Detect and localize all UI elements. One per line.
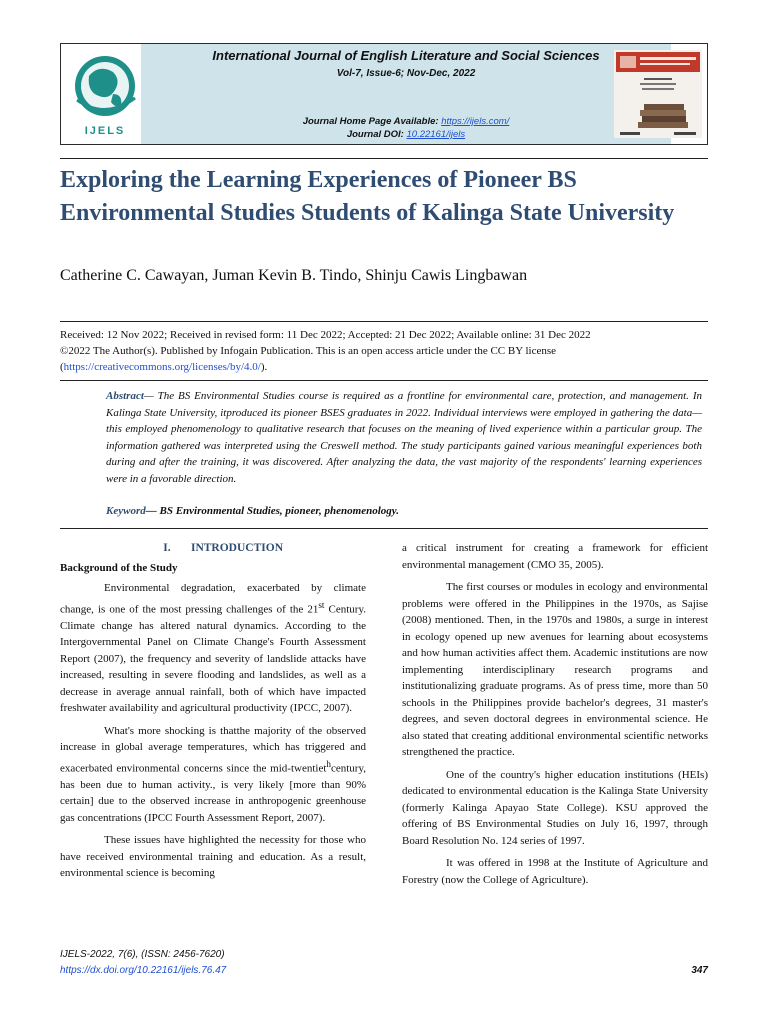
- paragraph-text: What's more shocking is thatthe majority of the observed increase in global average temperatures, which has triggered and exacerbated environmental concerns since the mid-twentiet: [60, 724, 366, 775]
- license-open: (: [60, 361, 64, 373]
- paragraph: [60, 580, 366, 717]
- meta-rule: [60, 321, 708, 322]
- ijels-globe-logo: [69, 50, 141, 138]
- paragraph: These issues have highlighted the necessity for those who have received environmental training and education. As a result, environmental science is becoming: [60, 834, 366, 880]
- journal-title: International Journal of English Literature and Social Sciences: [212, 48, 600, 63]
- article-authors: Catherine C. Cawayan, Juman Kevin B. Tindo, Shinju Cawis Lingbawan: [60, 267, 528, 284]
- paragraph-text: century, has been due to human activity., is very likely [more than 90% certain] due to the observed increase in anthropogenic greenhouse gas concentrations (IPCC Fourth Assessment Report, 2007).: [60, 762, 366, 824]
- paragraph: One of the country's higher education institutions (HEIs) dedicated to environmental education is the Kalinga State University (formerly Kalinga Apayao State College). KSU approved the offering of BS Environmental Studies on July 16, 1997, through Board Resolution No. 124 series of 1997.: [402, 768, 708, 847]
- paragraph: The first courses or modules in ecology and environmental problems were offered in the Philippines in the 1970s, as Sajise (2008) mentioned. Then, in the 1970s and 1980s, a surge in interest in ecology opened up new avenues for learning about ecosystems and how human activities affect them. Academic institutions are now implementing interdisciplinary research programs and institutionalizing graduate programs. As of press time, more than 50 schools in the Philippines provide bachelor's degrees, 31 master's degrees, and seven doctoral degrees in environmental science. He also stated that creating additional environmental scientific networks strengthened the practice.: [402, 581, 708, 758]
- abstract: [106, 388, 702, 487]
- doi-label: Journal DOI:: [346, 129, 407, 140]
- page-number: 347: [691, 965, 708, 976]
- keywords: [106, 505, 702, 517]
- footer-doi-link[interactable]: https://dx.doi.org/10.22161/ijels.76.47: [60, 965, 227, 976]
- keyword-label: Keyword: [106, 505, 146, 517]
- logo-text: IJELS: [84, 125, 126, 137]
- page-footer: [60, 947, 708, 979]
- journal-cover-image: [614, 50, 702, 138]
- journal-header: [60, 43, 708, 145]
- journal-home-line: [141, 116, 671, 127]
- superscript: st: [318, 599, 325, 610]
- article-meta: [60, 327, 710, 375]
- keyword-text: — BS Environmental Studies, pioneer, phenomenology.: [145, 505, 399, 517]
- header-band: [141, 44, 671, 144]
- superscript: h: [326, 758, 331, 769]
- paragraph: a critical instrument for creating a framework for efficient environmental management (CMO 35, 2005).: [402, 542, 708, 571]
- home-link[interactable]: https://ijels.com/: [441, 116, 510, 127]
- left-column: [60, 540, 366, 888]
- home-label: Journal Home Page Available:: [302, 116, 442, 127]
- license-link-line: [60, 359, 710, 375]
- title-rule: [60, 158, 708, 159]
- abstract-rule: [60, 380, 708, 381]
- section-number: I.: [163, 542, 171, 554]
- section-heading: [60, 540, 366, 557]
- article-title: Exploring the Learning Experiences of Pioneer BS Environmental Studies Students of Kalinga State University: [60, 167, 675, 226]
- paragraph: It was offered in 1998 at the Institute of Agriculture and Forestry (now the College of Agriculture).: [402, 857, 708, 886]
- journal-volume: Vol-7, Issue-6; Nov-Dec, 2022: [336, 68, 476, 79]
- section-title: INTRODUCTION: [190, 542, 283, 554]
- subheading: Background of the Study: [60, 561, 178, 574]
- right-column: [402, 540, 708, 894]
- paragraph-text: Environmental degradation, exacerbated by climate change, is one of the most pressing challenges of the 21: [60, 582, 366, 616]
- license-close: ).: [260, 361, 268, 373]
- abstract-text: — The BS Environmental Studies course is required as a frontline for environmental care, protection, and management. In Kalinga State University, itproduced its pioneer BSES graduates in 2022. Individual interviews were employed in gathering the data—this employed phenomenology to qualitative research that focuses on the meaning of lived experience within a particular group. The information gathered was interpreted using the Creswell method. The study participants gained various meaningful experiences both during and after the training, it was discovered. After analyzing the data, the vast majority of the respondents' learning experiences were in a favorable direction.: [106, 390, 702, 485]
- body-rule: [60, 528, 708, 529]
- paragraph-text: Century. Climate change has altered natural dynamics. According to the Intergovernmental Panel on Climate Change's Fourth Assessment Report (2007), the frequency and severity of landslide attacks have increased, resulting in severe flooding and landslides, as well as a decrease in average annual rainfall, both of which have impacted freshwater availability and agricultural productivity (IPCC, 2007).: [60, 603, 366, 715]
- license-link[interactable]: https://creativecommons.org/licenses/by/4.0/: [63, 361, 261, 373]
- doi-link[interactable]: 10.22161/ijels: [406, 129, 466, 140]
- article-dates: Received: 12 Nov 2022; Received in revised form: 11 Dec 2022; Accepted: 21 Dec 2022; Available online: 31 Dec 2022: [60, 329, 591, 341]
- license-line: ©2022 The Author(s). Published by Infogain Publication. This is an open access article under the CC BY license: [60, 345, 557, 357]
- abstract-label: Abstract: [106, 390, 144, 402]
- journal-doi-line: [141, 129, 671, 140]
- paragraph: [60, 723, 366, 827]
- footer-citation: IJELS-2022, 7(6), (ISSN: 2456-7620): [60, 949, 225, 960]
